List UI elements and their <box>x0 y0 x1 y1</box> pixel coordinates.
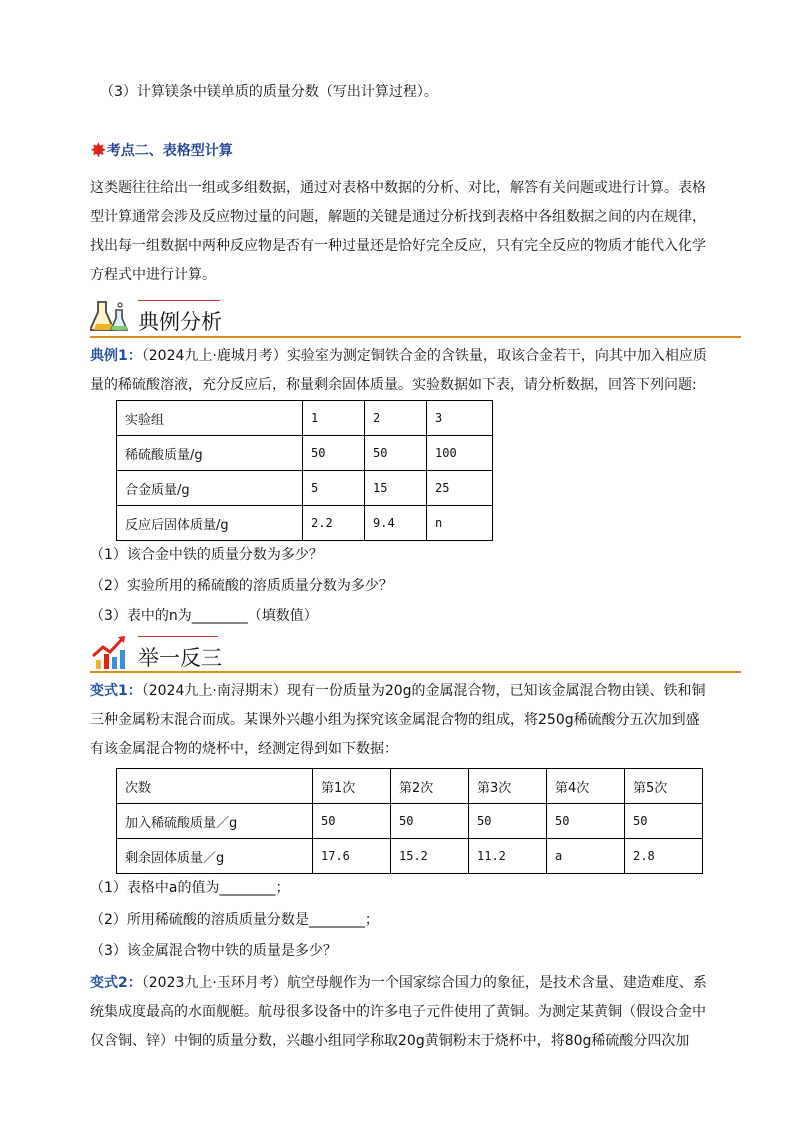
variant1-table <box>116 768 703 874</box>
table-cell: 1 <box>303 401 365 436</box>
variant1-question-2: （2）所用稀硫酸的溶质质量分数是________； <box>90 912 379 928</box>
section-heading <box>90 140 233 160</box>
example1-question-2: （2）实验所用的稀硫酸的溶质质量分数为多少？ <box>90 578 393 594</box>
table-row <box>117 401 493 436</box>
table-cell: n <box>427 506 493 541</box>
variant2-text: （2023九上·玉环月考）航空母舰作为一个国家综合国力的象征，是技术含量、建造难度、系统集成度最高的水面舰艇。航母很多设备中的许多电子元件使用了黄铜。为测定某黄铜（假设合金中仅含铜、锌）中铜的质量分数，兴趣小组同学称取20g黄铜粉末于烧杯中，将80g稀硫酸分四次加 <box>90 975 707 1049</box>
table-cell: 第5次 <box>625 769 703 804</box>
table-cell: 反应后固体质量/g <box>117 506 303 541</box>
table-cell: 50 <box>469 804 547 839</box>
table-row <box>117 471 493 506</box>
variant2-paragraph <box>90 969 710 1056</box>
table-cell: 15 <box>365 471 427 506</box>
growth-chart-icon <box>90 632 130 672</box>
example1-table <box>116 400 493 541</box>
table-cell: 50 <box>391 804 469 839</box>
example1-question-3: （3）表中的n为________（填数值） <box>90 608 318 624</box>
table-cell: 实验组 <box>117 401 303 436</box>
table-cell: 2.2 <box>303 506 365 541</box>
variant1-question-1: （1）表格中a的值为________； <box>90 880 290 896</box>
table-row <box>117 769 703 804</box>
table-row <box>117 436 493 471</box>
table-cell: 3 <box>427 401 493 436</box>
table-cell: 50 <box>547 804 625 839</box>
question-3-top: （3）计算镁条中镁单质的质量分数（写出计算过程）。 <box>100 84 438 100</box>
example1-paragraph <box>90 342 710 400</box>
table-row <box>117 839 703 874</box>
table-cell: a <box>547 839 625 874</box>
table-cell: 11.2 <box>469 839 547 874</box>
variant1-paragraph <box>90 677 710 764</box>
variant1-question-3: （3）该金属混合物中铁的质量是多少？ <box>90 943 337 959</box>
table-cell: 50 <box>625 804 703 839</box>
table-cell: 第1次 <box>313 769 391 804</box>
table-cell: 加入稀硫酸质量／g <box>117 804 313 839</box>
table-row <box>117 506 493 541</box>
intro-paragraph: 这类题往往给出一组或多组数据，通过对表格中数据的分析、对比，解答有关问题或进行计算。表格型计算通常会涉及反应物过量的问题，解题的关键是通过分析找到表格中各组数据之间的内在规律，找出每一组数据中两种反应物是否有一种过量还是恰好完全反应，只有完全反应的物质才能代入化学方程式中进行计算。 <box>90 180 706 283</box>
banner1-title: 典例分析 <box>138 310 222 334</box>
table-cell: 稀硫酸质量/g <box>117 436 303 471</box>
table-cell: 剩余固体质量／g <box>117 839 313 874</box>
table-cell: 第4次 <box>547 769 625 804</box>
table-cell: 第3次 <box>469 769 547 804</box>
banner1-rule <box>90 336 741 338</box>
flask-icon <box>90 296 130 336</box>
table-cell: 2 <box>365 401 427 436</box>
table-cell: 15.2 <box>391 839 469 874</box>
table-cell: 100 <box>427 436 493 471</box>
table-cell: 50 <box>365 436 427 471</box>
banner1-top-rule <box>138 300 220 301</box>
table-cell: 17.6 <box>313 839 391 874</box>
table-cell: 第2次 <box>391 769 469 804</box>
table-cell: 合金质量/g <box>117 471 303 506</box>
banner2-top-rule <box>138 636 218 637</box>
variant1-text: （2024九上·南浔期末）现有一份质量为20g的金属混合物，已知该金属混合物由镁、铁和铜三种金属粉末混合而成。某课外兴趣小组为探究该金属混合物的组成，将250g稀硫酸分五次加到盛有该金属混合物的烧杯中，经测定得到如下数据： <box>90 683 706 757</box>
example1-label: 典例1： <box>90 348 142 364</box>
banner2-rule <box>90 671 741 673</box>
section-title: 考点二、表格型计算 <box>106 143 233 159</box>
table-cell: 25 <box>427 471 493 506</box>
banner2-title: 举一反三 <box>138 646 222 670</box>
table-cell: 9.4 <box>365 506 427 541</box>
table-cell: 50 <box>303 436 365 471</box>
variant2-label: 变式2： <box>90 975 142 991</box>
table-cell: 2.8 <box>625 839 703 874</box>
star-burst-icon: ✸ <box>90 138 107 162</box>
table-cell: 50 <box>313 804 391 839</box>
table-cell: 次数 <box>117 769 313 804</box>
table-cell: 5 <box>303 471 365 506</box>
example1-text: （2024九上·鹿城月考）实验室为测定铜铁合金的含铁量，取该合金若干，向其中加入相应质量的稀硫酸溶液，充分反应后，称量剩余固体质量。实验数据如下表，请分析数据，回答下列问题: <box>90 348 707 393</box>
variant1-label: 变式1： <box>90 683 142 699</box>
table-row <box>117 804 703 839</box>
example1-question-1: （1）该合金中铁的质量分数为多少？ <box>90 547 323 563</box>
